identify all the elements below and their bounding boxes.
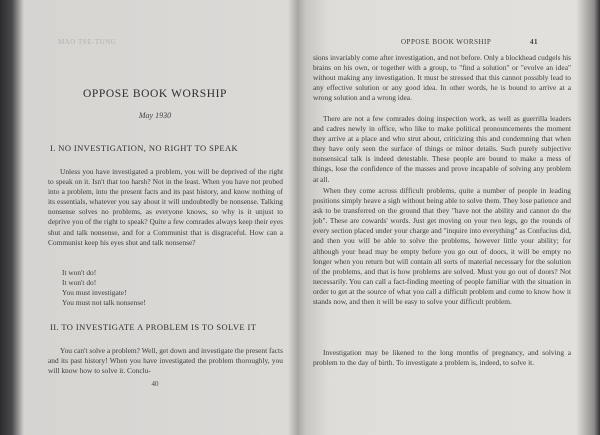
right-paragraph-4: Investigation may be likened to the long months of pregnancy, and solving a problem to the day of birth. To investigate a problem is, indeed, to solve it. <box>313 348 571 368</box>
right-running-head: OPPOSE BOOK WORSHIP <box>401 38 492 46</box>
left-paragraph-1: Unless you have investigated a problem, you will be deprived of the right to speak on it. Isn't that too harsh? Not in the least. When you have not probed into a problem, into the present facts and its past history, and know nothing of its essentials, whatever you say about it will undoubtedly be nonsense. Talking nonsense solves no problems, as everyone knows, so why is it unjust to deprive you of the right to speak? Quite a few comrades always keep their eyes shut and talk nonsense, and for a Communist that is disgraceful. How can a Communist keep his eyes shut and talk nonsense? <box>48 167 283 247</box>
right-paragraph-1: sions invariably come after investigation, and not before. Only a blockhead cudgels his brains on his own, or together with a group, to "find a solution" or "evolve an idea" without making any investigation. It must be stressed that this cannot possibly lead to any effective solution or any good idea. In other words, he is bound to arrive at a wrong solution and a wrong idea. <box>313 53 571 103</box>
chapter-date: May 1930 <box>138 111 172 120</box>
exclamation-line: You must investigate! <box>62 288 127 297</box>
left-running-head-ghost: MAO TSE-TUNG <box>58 38 117 46</box>
exclamation-line: You must not talk nonsense! <box>62 298 146 307</box>
exclamation-line: It won't do! <box>62 278 97 287</box>
right-paragraph-2: There are not a few comrades doing inspection work, as well as guerrilla leaders and cadres newly in office, who like to make political pronouncements the moment they arrive at a place and who strut about, criticizing this and condemning that when they have only seen the surface of things or minor details. Such purely subjective nonsensical talk is indeed detestable. These people are bound to make a mess of things, lose the confidence of the masses and prove incapable of solving any problem at all. <box>313 114 571 184</box>
section-heading-2: II. TO INVESTIGATE A PROBLEM IS TO SOLVE IT <box>50 322 257 332</box>
exclamation-list <box>62 268 262 308</box>
section-heading-1: I. NO INVESTIGATION, NO RIGHT TO SPEAK <box>50 143 239 153</box>
left-paragraph-2: You can't solve a problem? Well, get down and investigate the present facts and its past history! When you have investigated the problem thoroughly, you will know how to solve it. Conclu- <box>48 346 283 376</box>
chapter-title: OPPOSE BOOK WORSHIP <box>82 88 228 100</box>
right-page-number: 41 <box>530 38 538 46</box>
right-page <box>305 0 585 435</box>
left-page-number: 40 <box>151 380 159 388</box>
left-page <box>20 0 290 435</box>
exclamation-line: It won't do! <box>62 268 97 277</box>
right-paragraph-3: When they come across difficult problems, quite a number of people in leading positions simply heave a sigh without being able to solve them. They lose patience and ask to be transferred on the ground that they "have not the ability and cannot do the job". These are cowards' words. Just get moving on your two legs, go the rounds of every section placed under your charge and "inquire into everything" as Confucius did, and then you will be able to solve the problems, however little your ability; for although your head may be empty before you go out of doors, it will be empty no longer when you return but will contain all sorts of material necessary for the solution of the problems, and that is how problems are solved. Must you go out of doors? Not necessarily. You can call a fact-finding meeting of people familiar with the situation in order to get at the source of what you call a difficult problem and come to know how it stands now, and then it will be easy to solve your difficult problem. <box>313 186 571 307</box>
